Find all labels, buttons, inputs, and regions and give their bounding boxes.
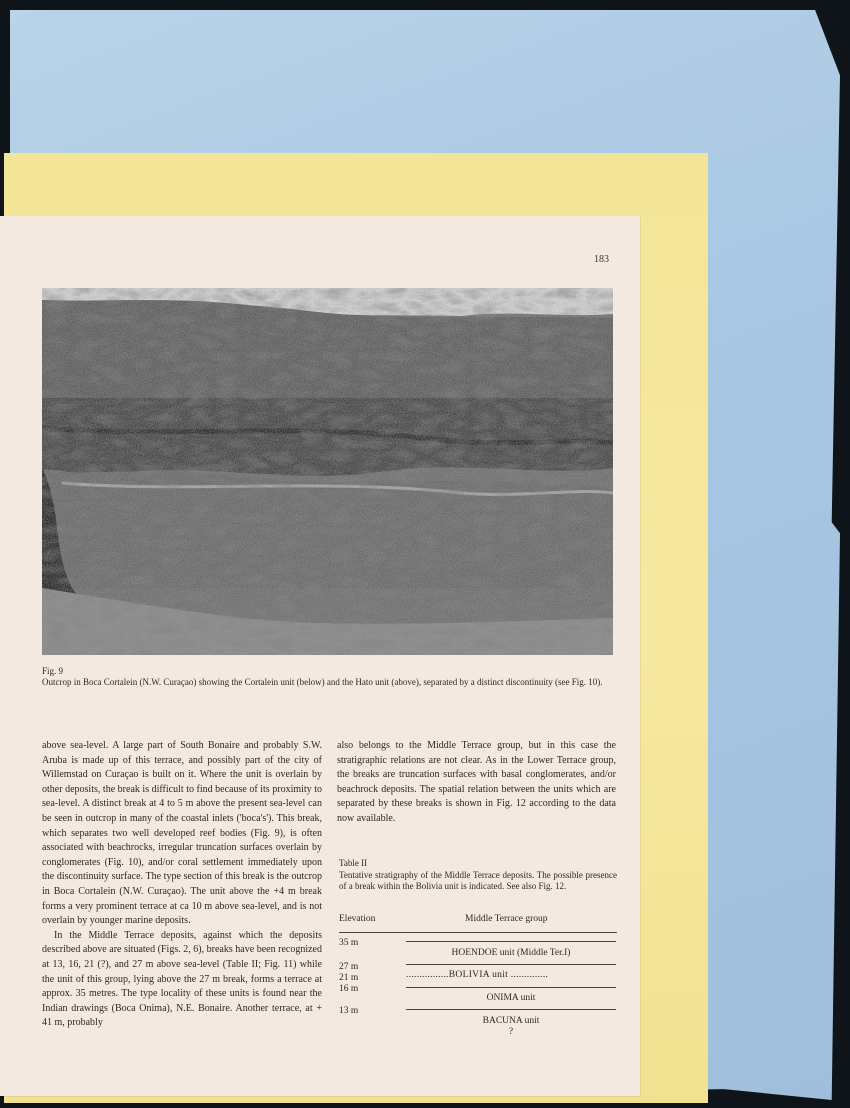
elevation-27: 27 m bbox=[339, 962, 359, 972]
left-text-column bbox=[42, 739, 322, 1031]
outcrop-photograph bbox=[42, 288, 613, 655]
left-paragraph-2: In the Middle Terrace deposits, against which the deposits described above are situated (Figs. 2, 6), breaks have been recognized at 13, 16, 21 (?), and 27 m above sea-level (Table II; Fig. 11) while the unit of this group, lying above the 27 m break, forms a terrace at approx. 35 metres. The type locality of these units is found near the Indian drawings (Boca Onima), N.E. Bonaire. Another terrace, at + 41 m, probably bbox=[42, 929, 322, 1029]
page-number: 183 bbox=[594, 254, 609, 265]
figure-caption-text: Outcrop in Boca Cortalein (N.W. Curaçao) showing the Cortalein unit (below) and the Hato unit (above), separated by a distinct discontinuity (see Fig. 10). bbox=[42, 677, 603, 687]
break-rule-35 bbox=[406, 941, 616, 942]
right-text-column bbox=[337, 739, 616, 827]
elevation-35: 35 m bbox=[339, 938, 359, 948]
elevation-13: 13 m bbox=[339, 1006, 359, 1016]
break-rule-16 bbox=[406, 987, 616, 988]
bolivia-unit: ................BOLIVIA unit .............. bbox=[406, 970, 549, 980]
elevation-column-header: Elevation bbox=[339, 914, 376, 924]
break-rule-13 bbox=[406, 1009, 616, 1010]
hoendoe-unit: HOENDOE unit (Middle Ter.I) bbox=[451, 948, 571, 958]
figure-label: Fig. 9 bbox=[42, 666, 64, 676]
table-header-rule bbox=[339, 932, 617, 933]
figure-caption bbox=[42, 666, 616, 688]
right-paragraph-1: also belongs to the Middle Terrace group, but in this case the stratigraphic relations are not clear. As in the Lower Terrace group, the breaks are truncation surfaces with basal conglomerates, and/or beachrock deposits. The spatial relation between the units which are separated by these breaks is shown in Fig. 12 according to the data now available. bbox=[337, 740, 616, 824]
break-rule-27 bbox=[406, 964, 616, 965]
stratigraphy-table bbox=[339, 858, 617, 1037]
bacuna-unit: BACUNA unit bbox=[482, 1016, 540, 1026]
bacuna-unit-uncertain: ? bbox=[508, 1027, 514, 1037]
table-caption: Tentative stratigraphy of the Middle Terrace deposits. The possible presence of a break within the Bolivia unit is indicated. See also Fig. 12. bbox=[339, 869, 617, 891]
group-column-header: Middle Terrace group bbox=[465, 914, 548, 924]
table-title: Table II bbox=[339, 858, 368, 868]
left-paragraph-1: above sea-level. A large part of South Bonaire and probably S.W. Aruba is made up of this terrace, and possibly part of the city of Willemstad on Curaçao is built on it. Where the unit is overlain by other deposits, the break is difficult to find because of its proximity to sea-level. A distinct break at 4 to 5 m above the present sea-level can be seen in outcrop in many of the coastal inlets ('boca's'). This break, which separates two well developed reef bodies (Fig. 9), is often associated with beachrocks, irregular truncation surfaces overlain by conglomerates (Fig. 10), and/or coral settlement immediately upon the discontinuity surface. The type section of this break is the outcrop in Boca Cortalein (N.W. Curaçao). The unit above the +4 m break forms a very prominent terrace at ca 10 m above sea-level, and is not overlain by younger marine deposits. bbox=[42, 740, 322, 927]
onima-unit: ONIMA unit bbox=[486, 993, 536, 1003]
elevation-16: 16 m bbox=[339, 984, 359, 994]
elevation-21: 21 m bbox=[339, 973, 359, 983]
